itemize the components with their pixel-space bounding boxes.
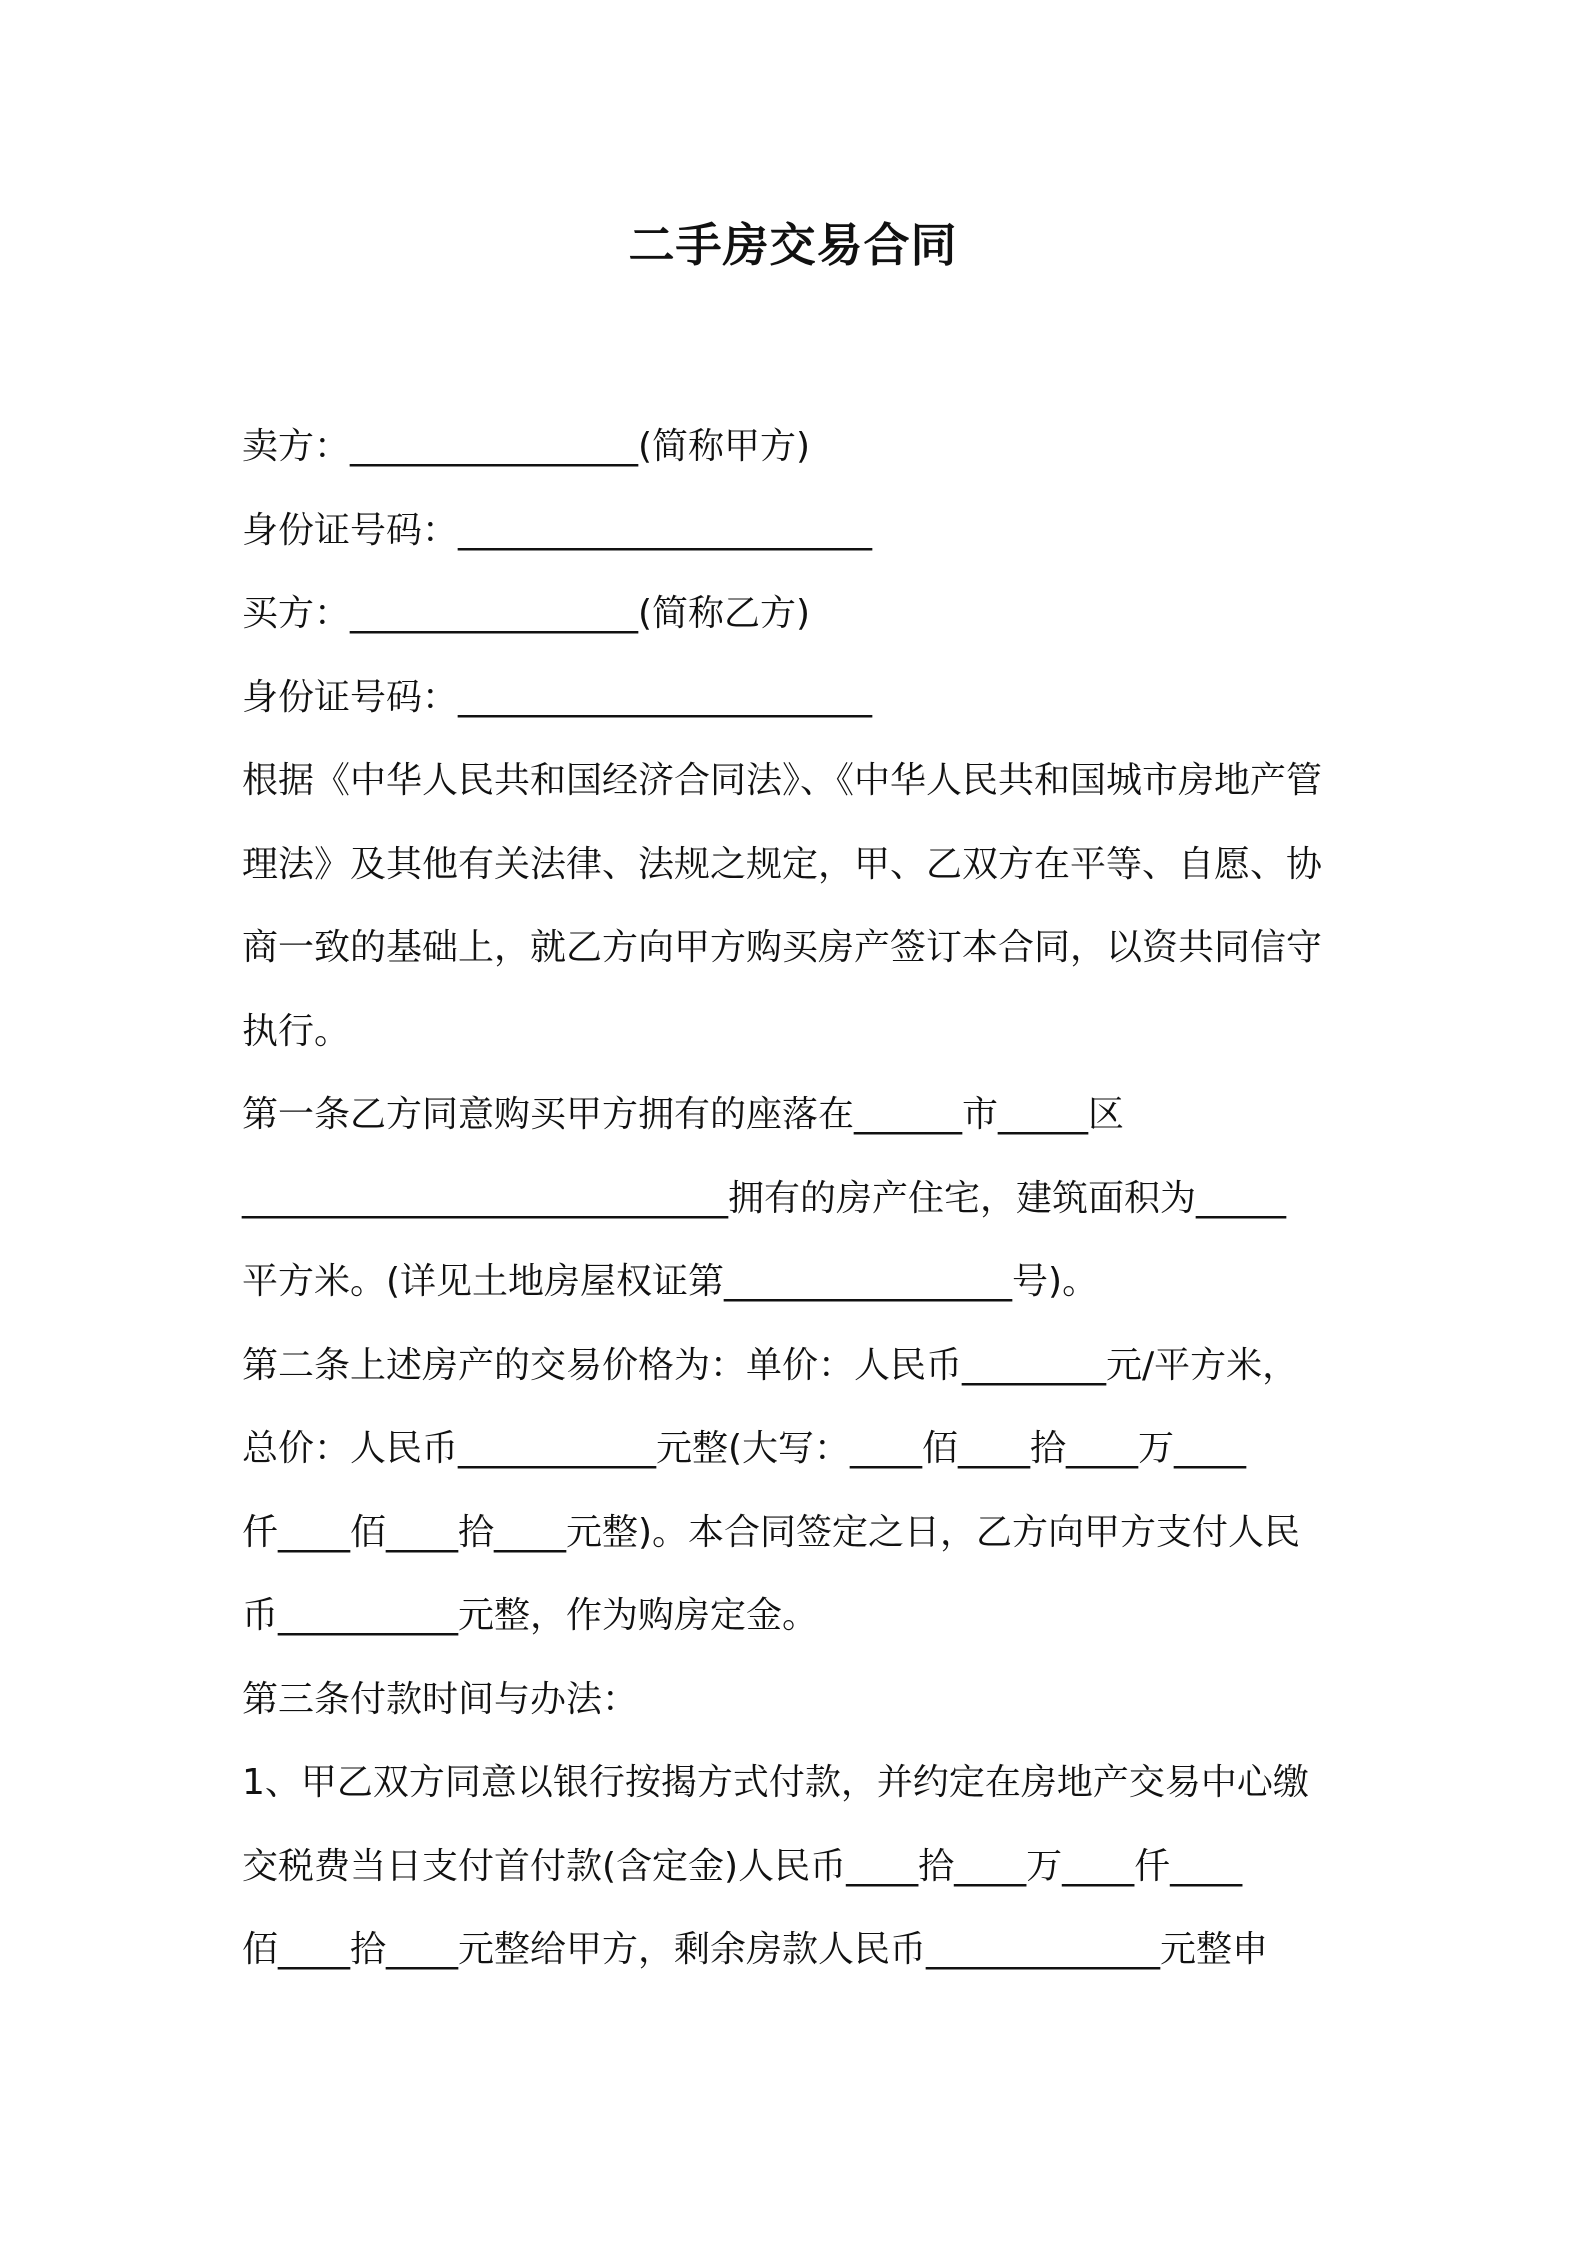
contract-body (242, 405, 1352, 1992)
article-3-heading: 第三条付款时间与办法： (242, 1678, 639, 1720)
article-3-item-1-line-2: 交税费当日支付首付款(含定金)人民币____拾____万____仟____ (242, 1845, 1243, 1887)
preamble-line-4: 执行。 (242, 1010, 351, 1052)
article-1-line-3: 平方米。(详见土地房屋权证第________________号)。 (242, 1261, 1099, 1302)
seller-line: 卖方：________________(简称甲方) (242, 426, 811, 467)
preamble-line-2: 理法》及其他有关法律、法规之规定，甲、乙双方在平等、自愿、协 (242, 843, 1323, 885)
preamble-line-3: 商一致的基础上，就乙方向甲方购买房产签订本合同，以资共同信守 (242, 927, 1323, 968)
article-2-line-2: 总价：人民币___________元整(大写：____佰____拾____万____ (242, 1428, 1247, 1469)
article-2-line-1: 第二条上述房产的交易价格为：单价：人民币________元/平方米， (242, 1344, 1299, 1386)
page-title: 二手房交易合同 (628, 218, 958, 272)
buyer-line: 买方：________________(简称乙方) (242, 593, 811, 634)
article-2-line-4: 币__________元整，作为购房定金。 (242, 1595, 819, 1636)
article-3-item-1-line-1: 1、甲乙双方同意以银行按揭方式付款，并约定在房地产交易中心缴 (242, 1762, 1309, 1803)
article-1-line-2: ___________________________拥有的房产住宅，建筑面积为_____ (242, 1177, 1287, 1219)
seller-id-line: 身份证号码：_______________________ (242, 509, 873, 551)
preamble-line-1: 根据《中华人民共和国经济合同法》、《中华人民共和国城市房地产管 (242, 760, 1323, 801)
buyer-id-line: 身份证号码：_______________________ (242, 676, 873, 718)
article-3-item-1-line-3: 佰____拾____元整给甲方，剩余房款人民币_____________元整申 (242, 1929, 1269, 1970)
article-2-line-3: 仟____佰____拾____元整)。本合同签定之日，乙方向甲方支付人民 (242, 1511, 1301, 1553)
article-1-line-1: 第一条乙方同意购买甲方拥有的座落在______市_____区 (242, 1094, 1125, 1135)
